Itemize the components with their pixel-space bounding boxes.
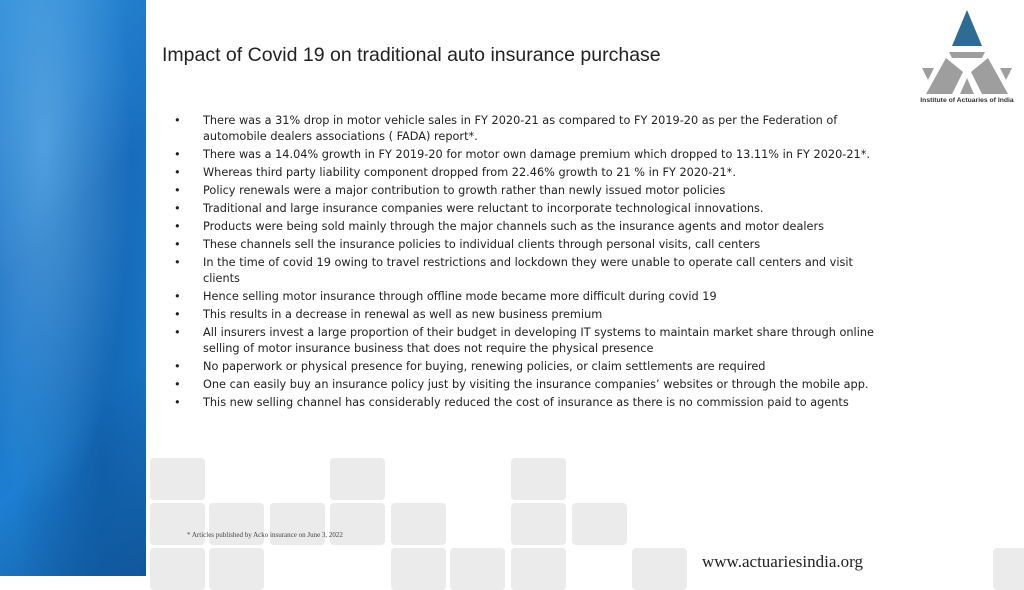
bullet-dot: • <box>174 238 181 252</box>
tile <box>150 458 205 500</box>
tile <box>511 458 566 500</box>
footnote: * Articles published by Acko insurance on June 3, 2022 <box>187 531 343 539</box>
list-item <box>174 201 874 217</box>
bullet-text: There was a 14.04% growth in FY 2019-20 for motor own damage premium which dropped to 13.11% in FY 2020-21*. <box>203 147 870 161</box>
bullet-text: All insurers invest a large proportion of their budget in developing IT systems to maintain market share through online selling of motor insurance business that does not require the physical presence <box>203 326 874 355</box>
list-item <box>174 147 874 163</box>
bullet-dot: • <box>174 308 181 322</box>
tile <box>511 503 566 545</box>
bullet-dot: • <box>174 201 181 215</box>
bullet-dot: • <box>174 183 181 197</box>
bullet-dot: • <box>174 220 181 234</box>
list-item <box>174 325 874 356</box>
list-item <box>174 289 874 305</box>
list-item <box>174 307 874 323</box>
institute-logo <box>914 8 1020 108</box>
bullet-dot: • <box>174 256 181 270</box>
list-item <box>174 183 874 199</box>
logo-caption: Institute of Actuaries of India <box>920 97 1014 104</box>
website-url: www.actuariesindia.org <box>702 552 863 571</box>
slide-title: Impact of Covid 19 on traditional auto insurance purchase <box>162 44 661 66</box>
bullet-text: Traditional and large insurance companies were reluctant to incorporate technological innovations. <box>203 201 764 215</box>
tile <box>450 548 505 590</box>
tile <box>150 548 205 590</box>
bullet-text: No paperwork or physical presence for buying, renewing policies, or claim settlements are required <box>203 359 766 373</box>
bullet-text: Policy renewals were a major contribution to growth rather than newly issued motor policies <box>203 183 726 197</box>
list-item <box>174 395 874 411</box>
bullet-dot: • <box>174 165 181 179</box>
bullet-dot: • <box>174 396 181 409</box>
list-item <box>174 237 874 253</box>
bullet-text: This results in a decrease in renewal as well as new business premium <box>203 308 603 322</box>
list-item <box>174 219 874 235</box>
list-item <box>174 255 874 286</box>
list-item <box>174 359 874 375</box>
tile <box>330 458 385 500</box>
list-item <box>174 377 874 393</box>
bullet-text: Products were being sold mainly through the major channels such as the insurance agents and motor dealers <box>203 220 824 234</box>
list-item <box>174 165 874 181</box>
bullet-dot: • <box>174 114 181 127</box>
bullet-text: One can easily buy an insurance policy just by visiting the insurance companies’ websites or through the mobile app. <box>203 377 869 391</box>
bullet-text: There was a 31% drop in motor vehicle sales in FY 2020-21 as compared to FY 2019-20 as per the Federation of automobile dealers associations ( FADA) report*. <box>203 114 838 143</box>
bullet-text: In the time of covid 19 owing to travel restrictions and lockdown they were unable to operate call centers and visit clients <box>203 256 853 285</box>
tile <box>993 548 1024 590</box>
tile <box>632 548 687 590</box>
bullet-dot: • <box>174 377 181 391</box>
bullet-text: This new selling channel has considerably reduced the cost of insurance as there is no commission paid to agents <box>203 396 849 409</box>
bullet-text: These channels sell the insurance policies to individual clients through personal visits, call centers <box>203 238 761 252</box>
list-item <box>174 113 874 144</box>
bullet-text: Whereas third party liability component dropped from 22.46% growth to 21 % in FY 2020-21*. <box>203 165 736 179</box>
tile <box>572 503 627 545</box>
institute-logo-icon <box>920 8 1014 94</box>
tile <box>511 548 566 590</box>
bullet-list <box>174 113 874 413</box>
bullet-dot: • <box>174 289 181 303</box>
bullet-text: Hence selling motor insurance through offline mode became more difficult during covid 19 <box>203 289 717 303</box>
tile <box>391 548 446 590</box>
bullet-dot: • <box>174 359 181 373</box>
bullet-dot: • <box>174 326 181 340</box>
tile <box>391 503 446 545</box>
tile <box>209 548 264 590</box>
bullet-dot: • <box>174 147 181 161</box>
